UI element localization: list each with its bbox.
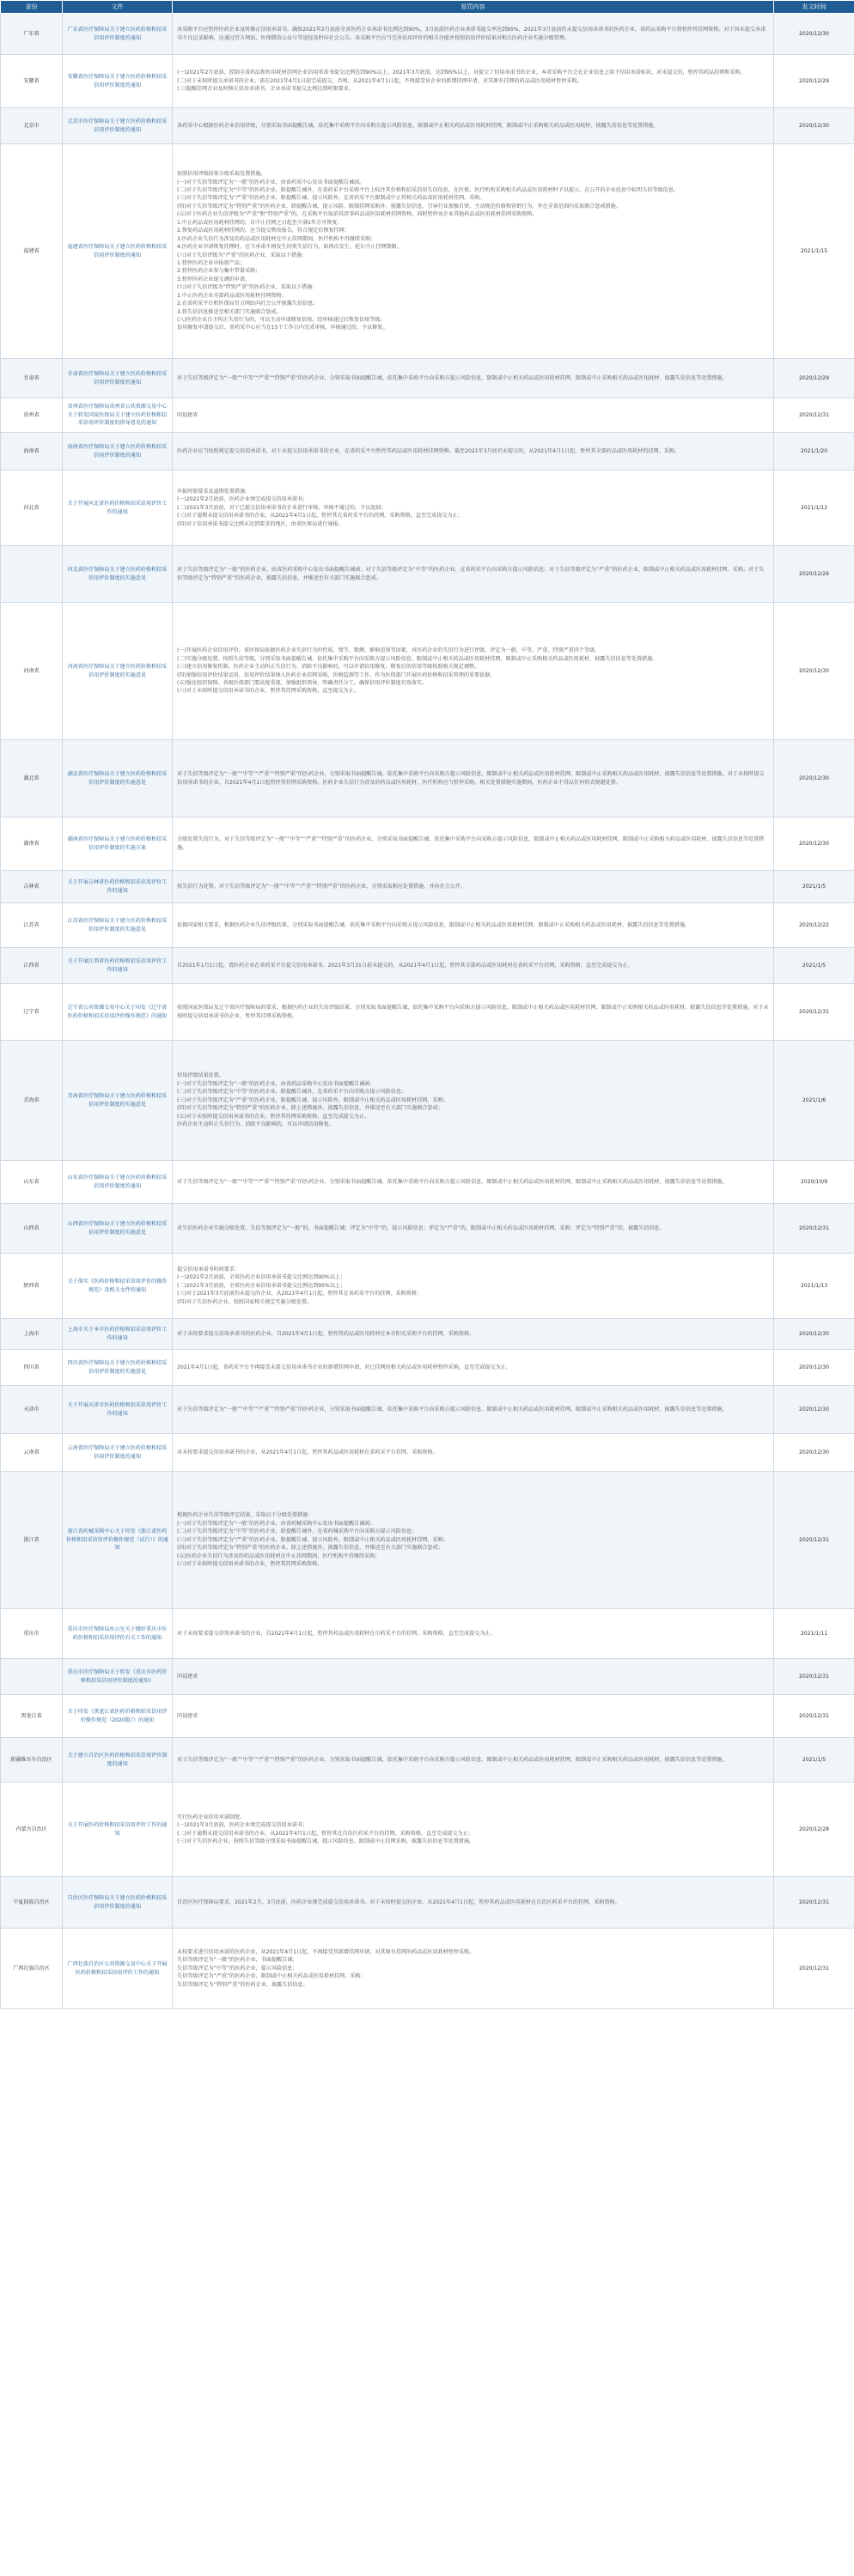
content-cell <box>173 108 774 144</box>
table-row <box>1 1783 854 1877</box>
content-cell <box>173 1695 774 1738</box>
content-cell <box>173 398 774 433</box>
file-link[interactable]: 关于开展医药价格和招采信用评价工作的通知 <box>63 1783 173 1877</box>
file-link[interactable]: 上海市关于本市医药价格和招采信用评价工作的通知 <box>63 1319 173 1350</box>
header-file: 文件 <box>63 1 173 14</box>
date-cell: 2020/12/31 <box>774 1204 854 1254</box>
file-link[interactable]: 甘肃省医疗保障局关于建立医药价格和招采信用评价制度的通知 <box>63 359 173 398</box>
table-row <box>1 55 854 108</box>
date-cell: 2020/12/30 <box>774 1350 854 1386</box>
content-text: 按失信行为处置。对于失信等级评定为“一般”“中等”“严重”“特别严重”的医药企业，分别采取相应处置措施，并向社会公开。 <box>177 883 467 890</box>
content-text: 未按要求进行信用承诺的医药企业，从2021年4月1日起，不再接受其新增挂网申请，对其原有挂网的药品或医用耗材暂停采购。 失信等级评定为“一般”的医药企业，书面提醒告诫； 失信等级评定为“中等”的医药企业，提示风险信息； 失信等级评定为“严重”的医药企业，限制或中止相关药品或医用耗材挂网、采购； 失信等级评定为“特别严重”的医药企业，披露失信信息。 <box>177 1948 475 1988</box>
content-text: (一)2021年2月底前，控制全省药品和医用耗材挂网企业信用承诺书提交比例达到90%以上。2021年3月底前，达到95%以上，对提交了信用承诺书的企业，本省采购平台会在企业信息上给予信用承诺标识，对未提交的，暂停其药品挂网和采购。 (二)对于未按时提交承诺书的企业，需在2021年4月1日前完成提交，否则，从2021年4月1日起，不再接受该企业的新增挂网申请，对其原有挂网的药品或医用耗材暂停采购。 (三)提醒挂网企业及时修正信用承诺书，企业承诺书提交比例达到时限要求。 <box>177 70 746 93</box>
content-cell <box>173 1254 774 1319</box>
file-link[interactable]: 江苏省医疗保障局关于建立医药价格和招采信用评价制度的实施意见 <box>63 903 173 948</box>
date-cell: 2020/12/31 <box>774 1877 854 1929</box>
content-text: 2021年4月1日起，省药采平台不再接受未提交信用承诺书企业的新增挂网申请，对已挂网的相关药品或医用耗材暂停采购，直至完成提交为止。 <box>177 1364 511 1370</box>
table-row <box>1 603 854 740</box>
content-cell <box>173 1877 774 1929</box>
date-cell: 2020/12/30 <box>774 740 854 817</box>
file-link[interactable]: 福建省医疗保障局关于建立医药价格和招采信用评价制度的通知 <box>63 144 173 359</box>
table-row <box>1 1041 854 1161</box>
date-cell: 2021/1/5 <box>774 871 854 903</box>
table-row <box>1 1161 854 1204</box>
province-cell: 河北省 <box>1 471 63 546</box>
content-text: 信用评级结果处置。 (一)对于失信等级评定为“一般”的医药企业，由省药品采购中心发出书面提醒告诫函； (二)对于失信等级评定为“中等”的医药企业，除提醒告诫外，在省药采平台向采购方提示风险信息； (三)对于失信等级评定为“严重”的医药企业，除提醒告诫、提示风险外，限制或中止相关药品或医用耗材挂网、采购； (四)对于失信等级评定为“特别严重”的医药企业，除上述措施外，披露失信信息，并推送至有关部门实施联合惩戒； (五)对于未按时提交信用承诺书的企业，暂停其挂网采购资格，直至完成提交为止。 医药企业主动纠正失信行为、消除不良影响的，可以申请信用修复。 <box>177 1072 448 1128</box>
file-link[interactable]: 关于落实《医药价格和招采信用评价的操作规范》及相关文件的通知 <box>63 1254 173 1319</box>
province-cell: 广西壮族自治区 <box>1 1929 63 2009</box>
content-text: 实行医药企业信用承诺制度。 (一)2021年3月底前，医药企业须完成提交信用承诺书； (二)对于逾期未提交信用承诺书的企业，从2021年4月1日起，暂停其在自治区药采平台的挂网、采购资格，直至完成提交为止； (三)对于失信医药企业，按照失信等级分别采取书面提醒告诫、提示风险信息、限制或中止挂网采购、披露失信信息等处置措施。 <box>177 1814 475 1844</box>
province-cell: 陕西省 <box>1 1254 63 1319</box>
province-cell: 上海市 <box>1 1319 63 1350</box>
province-cell: 辽宁省 <box>1 984 63 1041</box>
date-cell: 2021/1/15 <box>774 144 854 359</box>
table-row <box>1 1204 854 1254</box>
content-text: 对于未按要求提交信用承诺书的企业，自2021年4月1日起，暂停其药品或医用耗材在市药采平台的挂网、采购资格，直至完成提交为止。 <box>177 1630 496 1637</box>
content-text: 各药采中心根据医药企业信用评级，分别采取书面提醒告诫、依托集中采购平台向采购方提示风险信息、限制或中止相关药品或医用耗材挂网、限制或中止采购相关药品或医用耗材、披露失信信息等处置措施。 <box>177 122 659 129</box>
content-text: 同福建省 <box>177 1712 198 1719</box>
date-cell: 2021/1/20 <box>774 433 854 471</box>
province-cell: 内蒙古自治区 <box>1 1783 63 1877</box>
content-cell <box>173 984 774 1041</box>
table-row <box>1 359 854 398</box>
file-link[interactable]: 关于建立自治区医药价格和招采信用评价制度的通知 <box>63 1738 173 1783</box>
content-text: 同福建省 <box>177 1673 198 1680</box>
file-link[interactable]: 关于开展江西省医药价格和招采信用评价工作的通知 <box>63 948 173 984</box>
file-link[interactable]: 河北省医疗保障局关于建立医药价格和招采信用评价制度的实施意见 <box>63 546 173 603</box>
date-cell: 2020/12/29 <box>774 359 854 398</box>
table-row <box>1 546 854 603</box>
file-link[interactable]: 贵州省医疗保障局贵州省公共资源交易中心关于转发国家医保局关于建立医药价格和招采信用评价制度的指导意见的通知 <box>63 398 173 433</box>
province-cell: 云南省 <box>1 1434 63 1472</box>
province-cell: 福建省 <box>1 144 63 359</box>
province-cell: 湖北省 <box>1 740 63 817</box>
file-link[interactable]: 辽宁省公共资源交易中心关于印发《辽宁省医药价格和招采信用评价操作规范》的通知 <box>63 984 173 1041</box>
date-cell: 2020/12/30 <box>774 603 854 740</box>
table-row <box>1 817 854 871</box>
province-cell: 山西省 <box>1 1204 63 1254</box>
date-cell: 2020/12/30 <box>774 1386 854 1434</box>
province-cell: 安徽省 <box>1 55 63 108</box>
date-cell: 2020/12/31 <box>774 984 854 1041</box>
date-cell: 2021/1/5 <box>774 948 854 984</box>
date-cell: 2020/12/31 <box>774 1929 854 2009</box>
province-cell: 河南省 <box>1 603 63 740</box>
content-cell <box>173 359 774 398</box>
content-text: 根据医药企业失信等级评定结果，采取以下分级处置措施： (一)对于失信等级评定为“一般”的医药企业，由省药械采购中心发出书面提醒告诫函； (二)对于失信等级评定为“中等”的医药企业，除提醒告诫外，在省药械采购平台向采购方提示风险信息； (三)对于失信等级评定为“严重”的医药企业，除提醒告诫、提示风险外，限制或中止相关药品或医用耗材挂网、采购； (四)对于失信等级评定为“特别严重”的医药企业，除上述措施外，披露失信信息，并推送至有关部门实施联合惩戒； (五)医药企业失信行为涉及的药品或医用耗材在中止挂网期间，医疗机构不得继续采购； (六)对于未按时提交信用承诺书的企业，暂停其挂网采购资格。 <box>177 1512 448 1568</box>
content-text: 按照信用评级结果分级采取处置措施。 (一)对于失信等级评定为“一般”的医药企业，由省药采中心发出书面提醒告诫函。 (二)对于失信等级评定为“中等”的医药企业，除提醒告诫外，在省药采平台采购平台上标注其价格和招采信用失信信息，在医保、医疗机构采购相关药品或医用耗材时予以提示，在公开的企业信息中标明失信等级信息。 (三)对于失信等级评定为“严重”的医药企业，除提醒告诫、提示风险外，在省药采平台限制或中止其相关药品或医用耗材挂网、采购。 (四)对于失信等级评定为“特别严重”的医药企业，除提醒告诫、提示风险、限制挂网采购外，披露失信信息，引导行业加强自律，主动规范价格和营销行为，并在全省范围内采取联合惩戒措施。 (五)对于医药企业失信评级为“严重”和“特别严重”的，在采购平台取消其涉事药品或医用耗材挂网资格，同时暂停该企业其他药品或医用耗材挂网采购资格。 1.中止药品或医用耗材挂网的，自中止挂网之日起至少满1年方可恢复； 2.恢复药品或医用耗材挂网的，应当提交整改报告，符合规定后恢复挂网； 3.医药企业失信行为涉及的药品或医用耗材在中止挂网期间，医疗机构不得继续采购； 4.医药企业申请恢复挂网时，应当承诺不再发生同类失信行为，如再次发生，延长中止挂网期限。 (六)对于失信评级为“严重”的医药企业，采取以下措施： 1.暂停医药企业申报新产品； 2.暂停医药企业参与集中带量采购； 3.暂停医药企业提交调价申请。 (七)对于失信评级为“特别严重”的医药企业，采取以下措施： 1.中止医药企业全部药品或医用耗材挂网资格； 2.在省药采平台和医保局官方网站向社会公开披露失信信息； 3.将失信信息推送至相关部门实施联合惩戒。 (八)医药企业自主纠正失信行为的，可以主动申请修复信用，经审核通过后恢复信用等级。 信用修复申请提交后，省药采中心应当在15个工作日内完成审核，审核通过的，予以修复。 <box>177 171 679 331</box>
file-link[interactable]: 山东省医疗保障局关于建立医药价格和招采信用评价制度的通知 <box>63 1161 173 1204</box>
content-text: 各采购平台应暂停医药企业及时修正信用承诺书，确保2021年2月底前全省医药企业承诺书比例达到90%，3月底前医药企业承诺书提交率达到95%，2021年3月底前仍未提交信用承诺书的医药企业，省药品采购平台将暂停其挂网资格。对于因未提交承诺书不良记录影响，应通过官方网站、医保微信公众号等途径及时向社会公告。各采购平台应当完善信用评价的相关功能并按照信用评价结果对相关医药企业实施分级管理。 <box>177 27 766 41</box>
content-cell <box>173 1472 774 1609</box>
province-cell: 北京市 <box>1 108 63 144</box>
content-cell <box>173 603 774 740</box>
date-cell: 2020/12/26 <box>774 546 854 603</box>
file-link[interactable]: 自治区医疗保障局关于建立医药价格和招采信用评价制度的通知 <box>63 1877 173 1929</box>
file-link[interactable]: 关于开展河北省医药价格和招采信用评价工作的通知 <box>63 471 173 546</box>
content-text: 对于失信等级评定为“一般”“中等”“严重”“特别严重”的医药企业，分别采取书面提醒告诫、依托集中采购平台向采购方提示风险信息、限制或中止相关药品或医用耗材挂网、限制或中止采购相关药品或医用耗材、披露失信信息等处置措施。对于未按时提交信用承诺书的企业，自2021年4月1日起暂停其挂网采购资格。医药企业失信行为涉及的药品或医用耗材，医疗机构应当暂停采购。相关处置措施实施期间，医药企业不得以任何形式规避处置。 <box>177 771 765 786</box>
content-text: 分级处置失信行为。对于失信等级评定为“一般”“中等”“严重”“特别严重”的医药企业，分别采取书面提醒告诫、依托集中采购平台向采购方提示风险信息、限制或中止相关药品或医用耗材挂网、限制或中止采购相关药品或医用耗材、披露失信信息等处置措施。 <box>177 836 765 851</box>
table-row <box>1 903 854 948</box>
file-link[interactable]: 安徽省医疗保障局关于建立医药价格和招采信用评价制度的通知 <box>63 55 173 108</box>
file-link[interactable]: 湖南省医疗保障局关于建立医药价格和招采信用评价制度的实施方案 <box>63 817 173 871</box>
content-text: 对于失信等级评定为“一般”“中等”“严重”“特别严重”的医药企业，分别采取书面提醒告诫、依托集中采购平台向采购方提示风险信息、限制或中止相关药品或医用耗材挂网、限制或中止采购相关药品或医用耗材、披露失信信息等处置措施。 <box>177 374 728 381</box>
province-cell: 黑龙江省 <box>1 1695 63 1738</box>
content-cell <box>173 1319 774 1350</box>
table-row <box>1 1319 854 1350</box>
date-cell: 2021/1/6 <box>774 1041 854 1161</box>
file-link[interactable]: 云南省医疗保障局关于建立医药价格和招采信用评价制度的通知 <box>63 1434 173 1472</box>
header-date: 发文时间 <box>774 1 854 14</box>
content-text: 按照国家医保局及辽宁省医疗保障局的要求，根据医药企业的失信评级结果，分别采取书面提醒告诫、依托集中采购平台向采购方提示风险信息、限制或中止相关药品或医用耗材挂网、限制或中止采购相关药品或医用耗材、披露失信信息等处置措施。对于未按时提交信用承诺书的企业，暂停其挂网采购资格。 <box>177 1005 769 1019</box>
table-row <box>1 14 854 55</box>
header-province: 省份 <box>1 1 63 14</box>
province-cell: 海南省 <box>1 433 63 471</box>
content-cell <box>173 817 774 871</box>
table-row <box>1 1254 854 1319</box>
province-cell: 青海省 <box>1 1041 63 1161</box>
province-cell: 江苏省 <box>1 903 63 948</box>
province-cell: 甘肃省 <box>1 359 63 398</box>
file-link[interactable]: 四川省医疗保障局关于建立医药价格和招采信用评价制度的实施意见 <box>63 1350 173 1386</box>
date-cell: 2020/12/31 <box>774 1659 854 1695</box>
date-cell: 2020/12/30 <box>774 108 854 144</box>
table-row <box>1 1609 854 1659</box>
table-row <box>1 471 854 546</box>
content-cell <box>173 1204 774 1254</box>
table-row <box>1 740 854 817</box>
content-text: 对失信医药企业实施分级处置。失信等级评定为“一般”的，书面提醒告诫；评定为“中等”的，提示风险信息；评定为“严重”的，限制或中止相关药品或医用耗材挂网、采购；评定为“特别严重”的，披露失信信息。 <box>177 1224 665 1231</box>
content-cell <box>173 1659 774 1695</box>
content-cell <box>173 144 774 359</box>
table-row <box>1 1386 854 1434</box>
province-cell: 重庆市 <box>1 1609 63 1659</box>
table-row <box>1 1695 854 1738</box>
date-cell: 2020/12/31 <box>774 1472 854 1609</box>
date-cell: 2020/12/30 <box>774 817 854 871</box>
content-cell <box>173 903 774 948</box>
date-cell: 2021/1/13 <box>774 1254 854 1319</box>
content-cell <box>173 546 774 603</box>
content-cell <box>173 1434 774 1472</box>
content-cell <box>173 1161 774 1204</box>
table-row <box>1 398 854 433</box>
table-row <box>1 1738 854 1783</box>
date-cell: 2020/12/30 <box>774 1434 854 1472</box>
content-text: 依据国家相关要求，根据医药企业失信评级结果，分别采取书面提醒告诫、依托集中采购平台向采购方提示风险信息、限制或中止相关药品或医用耗材挂网、限制或中止采购相关药品或医用耗材、披露失信信息等处置措施。 <box>177 921 691 928</box>
content-cell <box>173 433 774 471</box>
province-cell: 广东省 <box>1 14 63 55</box>
province-cell: 浙江省 <box>1 1472 63 1609</box>
content-text: 对于未按要求提交信用承诺书的医药企业，自2021年4月1日起，暂停其药品或医用耗材在本市阳光采购平台的挂网、采购资格。 <box>177 1330 475 1337</box>
table-row <box>1 144 854 359</box>
table-header-row <box>1 1 854 14</box>
table-row <box>1 1350 854 1386</box>
content-text: 医药企业应当按照规定提交信用承诺书，对于未提交信用承诺书的企业，在省药采平台暂停其药品或医用耗材挂网资格。截至2021年3月底仍未提交的，从2021年4月1日起，暂停其全部药品或医用耗材的挂网、采购。 <box>177 447 680 454</box>
table-row <box>1 1434 854 1472</box>
content-text: (一)开展医药企业信用评价。省医保局依据医药企业失信行为的性质、情节、数额、影响范围等因素，对医药企业的失信行为进行评级，评定为一般、中等、严重、特别严重四个等级。 (二)实施分级处置。按照失信等级，分别采取书面提醒告诫、依托集中采购平台向采购方提示风险信息、限制或中止相关药品或医用耗材挂网、限制或中止采购相关药品或医用耗材、披露失信信息等处置措施。 (三)建立信用修复机制。医药企业主动纠正失信行为、消除不良影响的，可以申请信用修复。修复后的信用等级按照相关规定调整。 (四)加强信用评价结果运用。信用评价结果纳入医药企业挂网采购、价格监测等工作，作为医保部门开展医药价格和招采管理的重要依据。 (五)强化组织保障。各级医保部门要高度重视，加强组织领导，明确责任分工，确保信用评价制度有效落实。 (六)对于未按时提交信用承诺书的企业，暂停其挂网采购资格，直至提交为止。 <box>177 647 658 695</box>
content-text: 自2021年1月1日起，请医药企业在省药采平台提交信用承诺书。2021年3月31日前未提交的，从2021年4月1日起，暂停其全部药品或医用耗材在省药采平台挂网、采购资格，直至完成提交为止。 <box>177 962 633 969</box>
content-text: 提交信用承诺书时间要求： (一)2021年2月底前，全省医药企业信用承诺书提交比例达到90%以上； (二)2021年3月底前，全省医药企业信用承诺书提交比例达到95%以上； (三)对于2021年3月底前仍未提交的企业，从2021年4月1日起，暂停其在省药采平台的挂网、采购资格； (四)对于失信医药企业，按照国家相关规定实施分级处置。 <box>177 1266 423 1305</box>
content-cell <box>173 471 774 546</box>
content-cell <box>173 948 774 984</box>
content-cell <box>173 1738 774 1783</box>
table-row <box>1 433 854 471</box>
file-link[interactable]: 关于开展吉林省医药价格和招采信用评价工作的通知 <box>63 871 173 903</box>
date-cell: 2020/12/31 <box>774 398 854 433</box>
table-body <box>1 14 854 2009</box>
date-cell: 2020/12/28 <box>774 1783 854 1877</box>
date-cell: 2021/1/11 <box>774 1609 854 1659</box>
file-link[interactable]: 重庆市医疗保障局办公室关于做好重庆市医药价格和招采信用评价有关工作的通知 <box>63 1609 173 1659</box>
content-cell <box>173 1386 774 1434</box>
content-text: 同福建省 <box>177 411 198 418</box>
content-cell <box>173 871 774 903</box>
table-row <box>1 108 854 144</box>
date-cell: 2021/1/5 <box>774 1738 854 1783</box>
province-cell: 四川省 <box>1 1350 63 1386</box>
date-cell: 2020/12/31 <box>774 1695 854 1738</box>
province-cell: 贵州省 <box>1 398 63 433</box>
province-cell: 江西省 <box>1 948 63 984</box>
province-cell: 山东省 <box>1 1161 63 1204</box>
file-link[interactable]: 重庆市医疗保障局关于转发《重庆市医药价格和招采信用评价制度的通知》 <box>63 1659 173 1695</box>
date-cell: 2020/12/22 <box>774 903 854 948</box>
content-cell <box>173 55 774 108</box>
content-cell <box>173 14 774 55</box>
content-cell <box>173 1929 774 2009</box>
header-content: 惩罚内容 <box>173 1 774 14</box>
province-cell <box>1 1659 63 1695</box>
file-link[interactable]: 广东省医疗保障局关于建立医药价格和招采信用评价制度的通知 <box>63 14 173 55</box>
file-link[interactable]: 关于开展天津市医药价格和招采信用评价工作的通知 <box>63 1386 173 1434</box>
province-cell: 新疆维吾尔自治区 <box>1 1738 63 1783</box>
file-link[interactable]: 广西壮族自治区公共资源交易中心关于开展医药价格和招采信用评价工作的通知 <box>63 1929 173 2009</box>
province-cell: 湖南省 <box>1 817 63 871</box>
file-link[interactable]: 北京市医疗保障局关于建立医药价格和招采信用评价制度的通知 <box>63 108 173 144</box>
content-text: 申报时限要求及逾期处置措施： (一)2021年2月底前，医药企业须完成提交信用承诺书； (二)2021年3月底前，对于已提交信用承诺书的企业进行审核，审核不通过的，予以退回； (三)对于逾期未提交信用承诺书的企业，从2021年4月1日起，暂停其在省药采平台的挂网、采购资格，直至完成提交为止； (四)对于信用承诺书提交比例未达到要求的地区，由省医保局进行通报。 <box>177 488 463 527</box>
content-text: 对于失信等级评定为“一般”的医药企业，由省医药采购中心发出书面提醒告诫函；对于失信等级评定为“中等”的医药企业，在省药采平台向采购方提示风险信息；对于失信等级评定为“严重”的医药企业，限制或中止相关药品或医用耗材挂网、采购；对于失信等级评定为“特别严重”的医药企业，披露失信信息，并推送至有关部门实施联合惩戒。 <box>177 567 765 581</box>
content-text: 对于失信等级评定为“一般”“中等”“严重”“特别严重”的医药企业，分别采取书面提醒告诫、依托集中采购平台向采购方提示风险信息、限制或中止相关药品或医用耗材挂网、限制或中止采购相关药品或医用耗材、披露失信信息等处置措施。 <box>177 1178 728 1185</box>
content-cell <box>173 1041 774 1161</box>
file-link[interactable]: 关于印发《黑龙江省医药价格和招采信用评价操作规范（2020版）》的通知 <box>63 1695 173 1738</box>
file-link[interactable]: 河南省医疗保障局关于建立医药价格和招采信用评价制度的实施意见 <box>63 603 173 740</box>
content-text: 对于失信等级评定为“一般”“中等”“严重”“特别严重”的医药企业，分别采取书面提醒告诫、依托集中采购平台向采购方提示风险信息、限制或中止相关药品或医用耗材挂网、限制或中止采购相关药品或医用耗材、披露失信信息等处置措施。 <box>177 1756 728 1763</box>
table-row <box>1 871 854 903</box>
content-text: 对于失信等级评定为“一般”“中等”“严重”“特别严重”的医药企业，分别采取书面提醒告诫、依托集中采购平台向采购方提示风险信息、限制或中止相关药品或医用耗材挂网、限制或中止采购相关药品或医用耗材、披露失信信息等处置措施。 <box>177 1406 728 1413</box>
table-row <box>1 984 854 1041</box>
content-text: 对未按要求提交信用承诺书的企业，从2021年4月1日起，暂停其药品或医用耗材在省药采平台挂网、采购资格。 <box>177 1449 438 1455</box>
table-row <box>1 1659 854 1695</box>
content-cell <box>173 1350 774 1386</box>
date-cell: 2020/10/9 <box>774 1161 854 1204</box>
file-link[interactable]: 青海省医疗保障局关于建立医药价格和招采信用评价制度的实施意见 <box>63 1041 173 1161</box>
content-text: 自治区医疗保障局要求，2021年2月、3月底前，医药企业须完成提交信用承诺书。对于未按时提交的企业，从2021年4月1日起，暂停其药品或医用耗材在自治区药采平台的挂网、采购资格。 <box>177 1899 620 1905</box>
province-cell: 吉林省 <box>1 871 63 903</box>
table-row <box>1 948 854 984</box>
content-cell <box>173 1609 774 1659</box>
file-link[interactable]: 浙江省药械采购中心关于印发《浙江省医药价格和招采信用评价操作规范（试行）》的通知 <box>63 1472 173 1609</box>
date-cell: 2020/12/29 <box>774 55 854 108</box>
province-cell <box>1 546 63 603</box>
date-cell: 2021/1/12 <box>774 471 854 546</box>
table-row <box>1 1929 854 2009</box>
date-cell: 2020/12/30 <box>774 1319 854 1350</box>
table-row <box>1 1472 854 1609</box>
file-link[interactable]: 湖北省医疗保障局关于建立医药价格和招采信用评价制度的实施意见 <box>63 740 173 817</box>
table-row <box>1 1877 854 1929</box>
province-cell: 宁夏回族自治区 <box>1 1877 63 1929</box>
file-link[interactable]: 海南省医疗保障局关于建立医药价格和招采信用评价制度的通知 <box>63 433 173 471</box>
province-cell: 天津市 <box>1 1386 63 1434</box>
date-cell: 2020/12/30 <box>774 14 854 55</box>
content-cell <box>173 1783 774 1877</box>
file-link[interactable]: 山西省医疗保障局关于建立医药价格和招采信用评价制度的实施意见 <box>63 1204 173 1254</box>
content-cell <box>173 740 774 817</box>
